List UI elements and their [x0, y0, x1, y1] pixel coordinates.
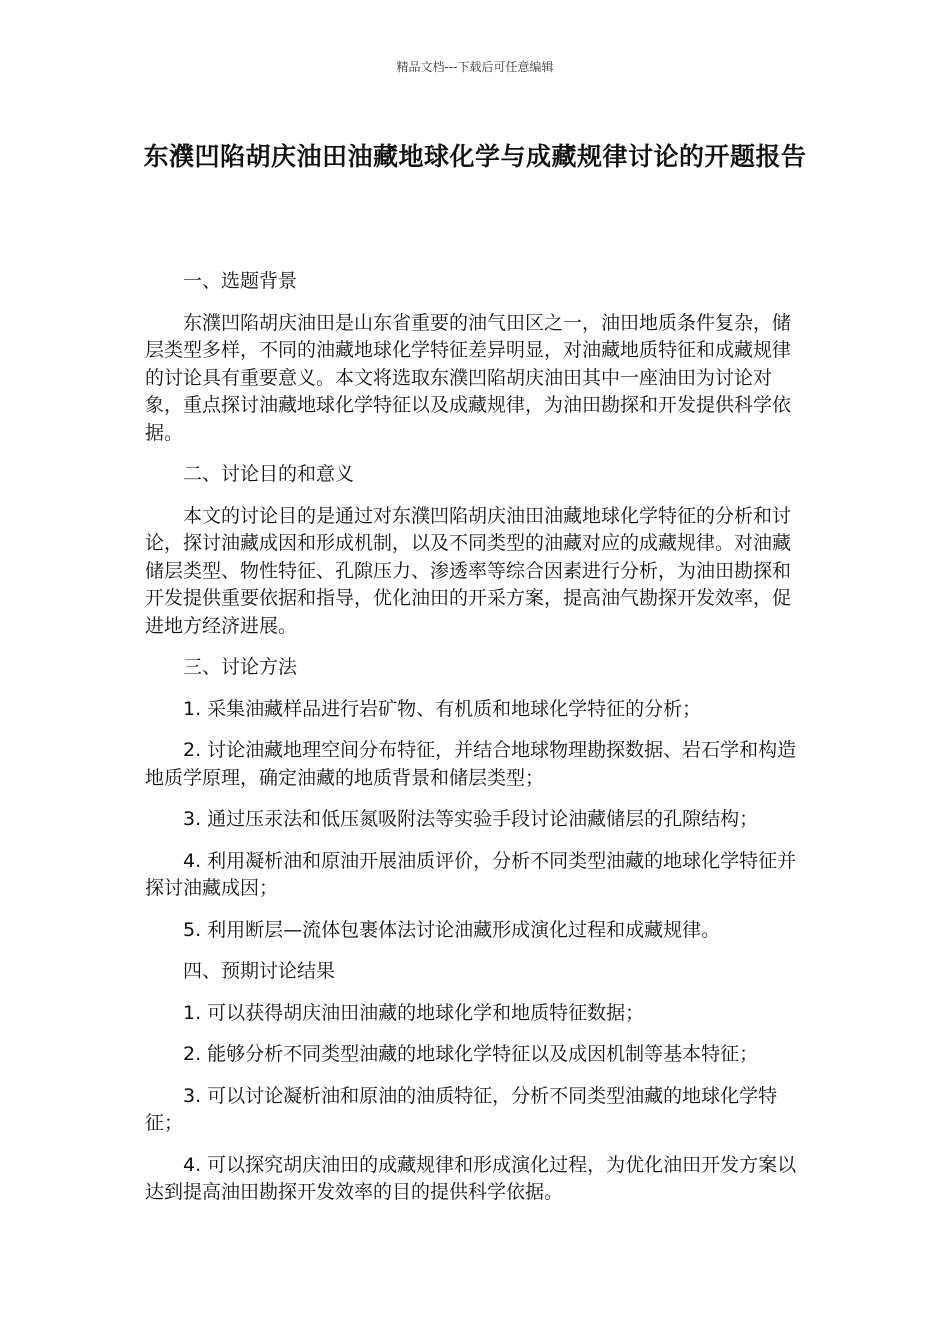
section-heading-results: 四、预期讨论结果	[183, 960, 336, 982]
section-heading-methods: 三、讨论方法	[183, 656, 298, 678]
section-text-background: 东濮凹陷胡庆油田是山东省重要的油气田区之一，油田地质条件复杂，储层类型多样，不同的油藏地球化学特征差异明显，对油藏地质特征和成藏规律的讨论具有重要意义。本文将选取东濮凹陷胡庆油田其中一座油田为讨论对象，重点探讨油藏地球化学特征以及成藏规律，为油田勘探和开发提供科学依据。	[145, 311, 792, 444]
method-item: 2. 讨论油藏地理空间分布特征，并结合地球物理勘探数据、岩石学和构造地质学原理，确定油藏的地质背景和储层类型；	[145, 739, 797, 789]
document-body	[145, 268, 807, 1221]
result-item: 1. 可以获得胡庆油田油藏的地球化学和地质特征数据；	[183, 1001, 645, 1024]
result-item: 3. 可以讨论凝析油和原油的油质特征，分析不同类型油藏的地球化学特征；	[145, 1084, 778, 1134]
method-item: 5. 利用断层—流体包裹体法讨论油藏形成演化过程和成藏规律。	[183, 918, 721, 941]
result-item: 2. 能够分析不同类型油藏的地球化学特征以及成因机制等基本特征；	[183, 1043, 759, 1065]
document-title: 东濮凹陷胡庆油田油藏地球化学与成藏规律讨论的开题报告	[143, 142, 807, 171]
section-heading-purpose: 二、讨论目的和意义	[183, 463, 355, 485]
method-item: 1. 采集油藏样品进行岩矿物、有机质和地球化学特征的分析；	[183, 697, 702, 720]
header-note: 精品文档---下载后可任意编辑	[396, 60, 554, 74]
section-text-purpose: 本文的讨论目的是通过对东濮凹陷胡庆油田油藏地球化学特征的分析和讨论，探讨油藏成因和形成机制，以及不同类型的油藏对应的成藏规律。对油藏储层类型、物性特征、孔隙压力、渗透率等综合因素进行分析，为油田勘探和开发提供重要依据和指导，优化油田的开采方案，提高油气勘探开发效率，促进地方经济进展。	[145, 504, 792, 637]
method-item: 4. 利用凝析油和原油开展油质评价，分析不同类型油藏的地球化学特征并探讨油藏成因；	[145, 849, 797, 899]
section-heading-background: 一、选题背景	[183, 270, 298, 292]
method-item: 3. 通过压汞法和低压氮吸附法等实验手段讨论油藏储层的孔隙结构；	[183, 808, 759, 830]
result-item: 4. 可以探究胡庆油田的成藏规律和形成演化过程，为优化油田开发方案以达到提高油田勘探开发效率的目的提供科学依据。	[145, 1153, 797, 1203]
